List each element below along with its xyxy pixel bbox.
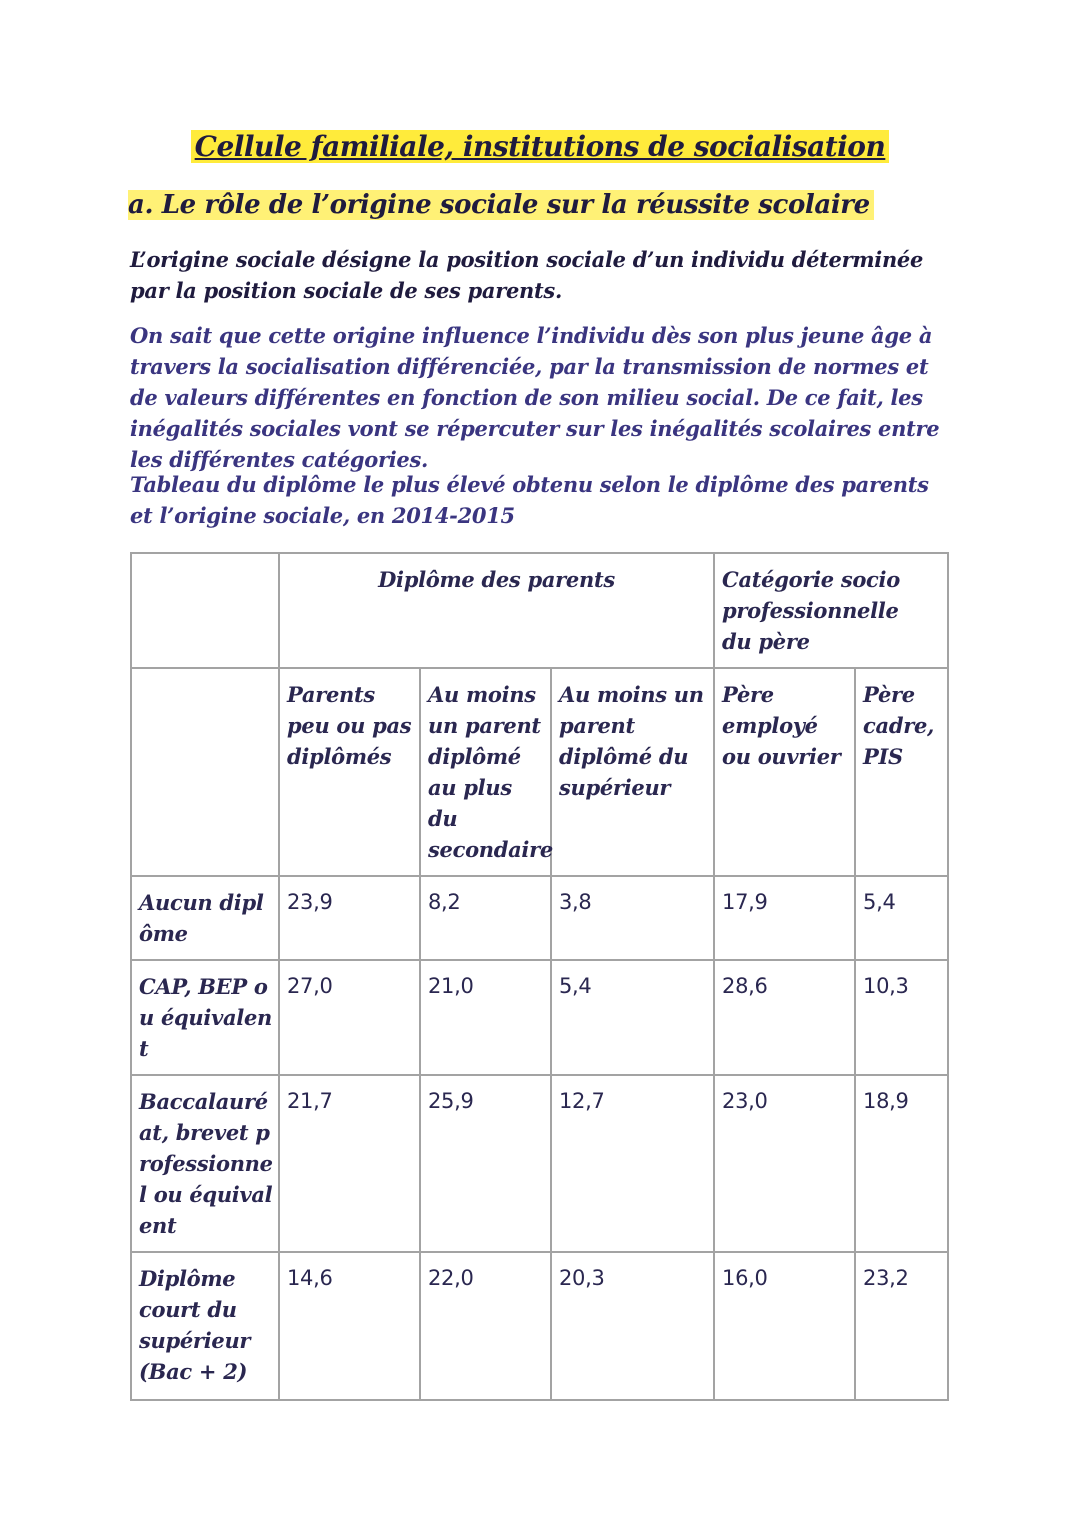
paragraph-explanation: On sait que cette origine influence l’individu dès son plus jeune âge à travers la socialisation différenciée, par la transmission de normes et de valeurs différentes en fonction de son milieu social. De ce fait, les inégalités sociales vont se répercuter sur les inégalités scolaires entre les différentes catégories. bbox=[130, 323, 940, 472]
table-cell: 23,2 bbox=[855, 1252, 948, 1400]
group-header-parents-diploma: Diplôme des parents bbox=[279, 553, 714, 668]
table-cell: 21,7 bbox=[279, 1075, 420, 1252]
column-header: Père employé ou ouvrier bbox=[714, 668, 855, 876]
row-label: Baccalauréat, brevet professionnel ou équivalent bbox=[131, 1075, 279, 1252]
table-cell: 14,6 bbox=[279, 1252, 420, 1400]
group-header-father-category bbox=[714, 553, 948, 668]
table-group-header-row bbox=[131, 553, 948, 668]
table-cell: 23,9 bbox=[279, 876, 420, 960]
column-header: Au moins un parent diplômé au plus du secondaire bbox=[420, 668, 551, 876]
table-row bbox=[131, 1252, 948, 1400]
paragraph-definition: L’origine sociale désigne la position sociale d’un individu déterminée par la position sociale de ses parents. bbox=[130, 247, 924, 303]
table-cell: 17,9 bbox=[714, 876, 855, 960]
table-cell: 16,0 bbox=[714, 1252, 855, 1400]
table-cell: 8,2 bbox=[420, 876, 551, 960]
row-label: Diplôme court du supérieur (Bac + 2) bbox=[131, 1252, 279, 1400]
page-title bbox=[0, 130, 1080, 163]
table-cell: 23,0 bbox=[714, 1075, 855, 1252]
diploma-table bbox=[130, 552, 949, 1401]
table-cell: 20,3 bbox=[551, 1252, 714, 1400]
column-header: Père cadre, PIS bbox=[855, 668, 948, 876]
group-header-father-category-text: Catégorie socio professionnelle du père bbox=[722, 567, 900, 654]
table-row bbox=[131, 960, 948, 1075]
table-column-header-row bbox=[131, 668, 948, 876]
column-header: Au moins un parent diplômé du supérieur bbox=[551, 668, 714, 876]
table-empty-cell bbox=[131, 668, 279, 876]
table-cell: 25,9 bbox=[420, 1075, 551, 1252]
table-cell: 3,8 bbox=[551, 876, 714, 960]
table-cell: 5,4 bbox=[551, 960, 714, 1075]
table-row bbox=[131, 1075, 948, 1252]
section-heading-text: a. Le rôle de l’origine sociale sur la réussite scolaire bbox=[128, 190, 874, 220]
section-heading bbox=[128, 190, 874, 220]
table-cell: 10,3 bbox=[855, 960, 948, 1075]
row-label: CAP, BEP ou équivalent bbox=[131, 960, 279, 1075]
table-cell: 21,0 bbox=[420, 960, 551, 1075]
page-title-text: Cellule familiale, institutions de socialisation bbox=[191, 130, 890, 163]
column-header: Parents peu ou pas diplômés bbox=[279, 668, 420, 876]
table-cell: 28,6 bbox=[714, 960, 855, 1075]
table-cell: 5,4 bbox=[855, 876, 948, 960]
table-cell: 27,0 bbox=[279, 960, 420, 1075]
table-cell: 18,9 bbox=[855, 1075, 948, 1252]
table-caption: Tableau du diplôme le plus élevé obtenu selon le diplôme des parents et l’origine sociale, en 2014-2015 bbox=[130, 472, 929, 528]
table-cell: 22,0 bbox=[420, 1252, 551, 1400]
table-cell: 12,7 bbox=[551, 1075, 714, 1252]
row-label: Aucun diplôme bbox=[131, 876, 279, 960]
table-row bbox=[131, 876, 948, 960]
table-corner-cell bbox=[131, 553, 279, 668]
